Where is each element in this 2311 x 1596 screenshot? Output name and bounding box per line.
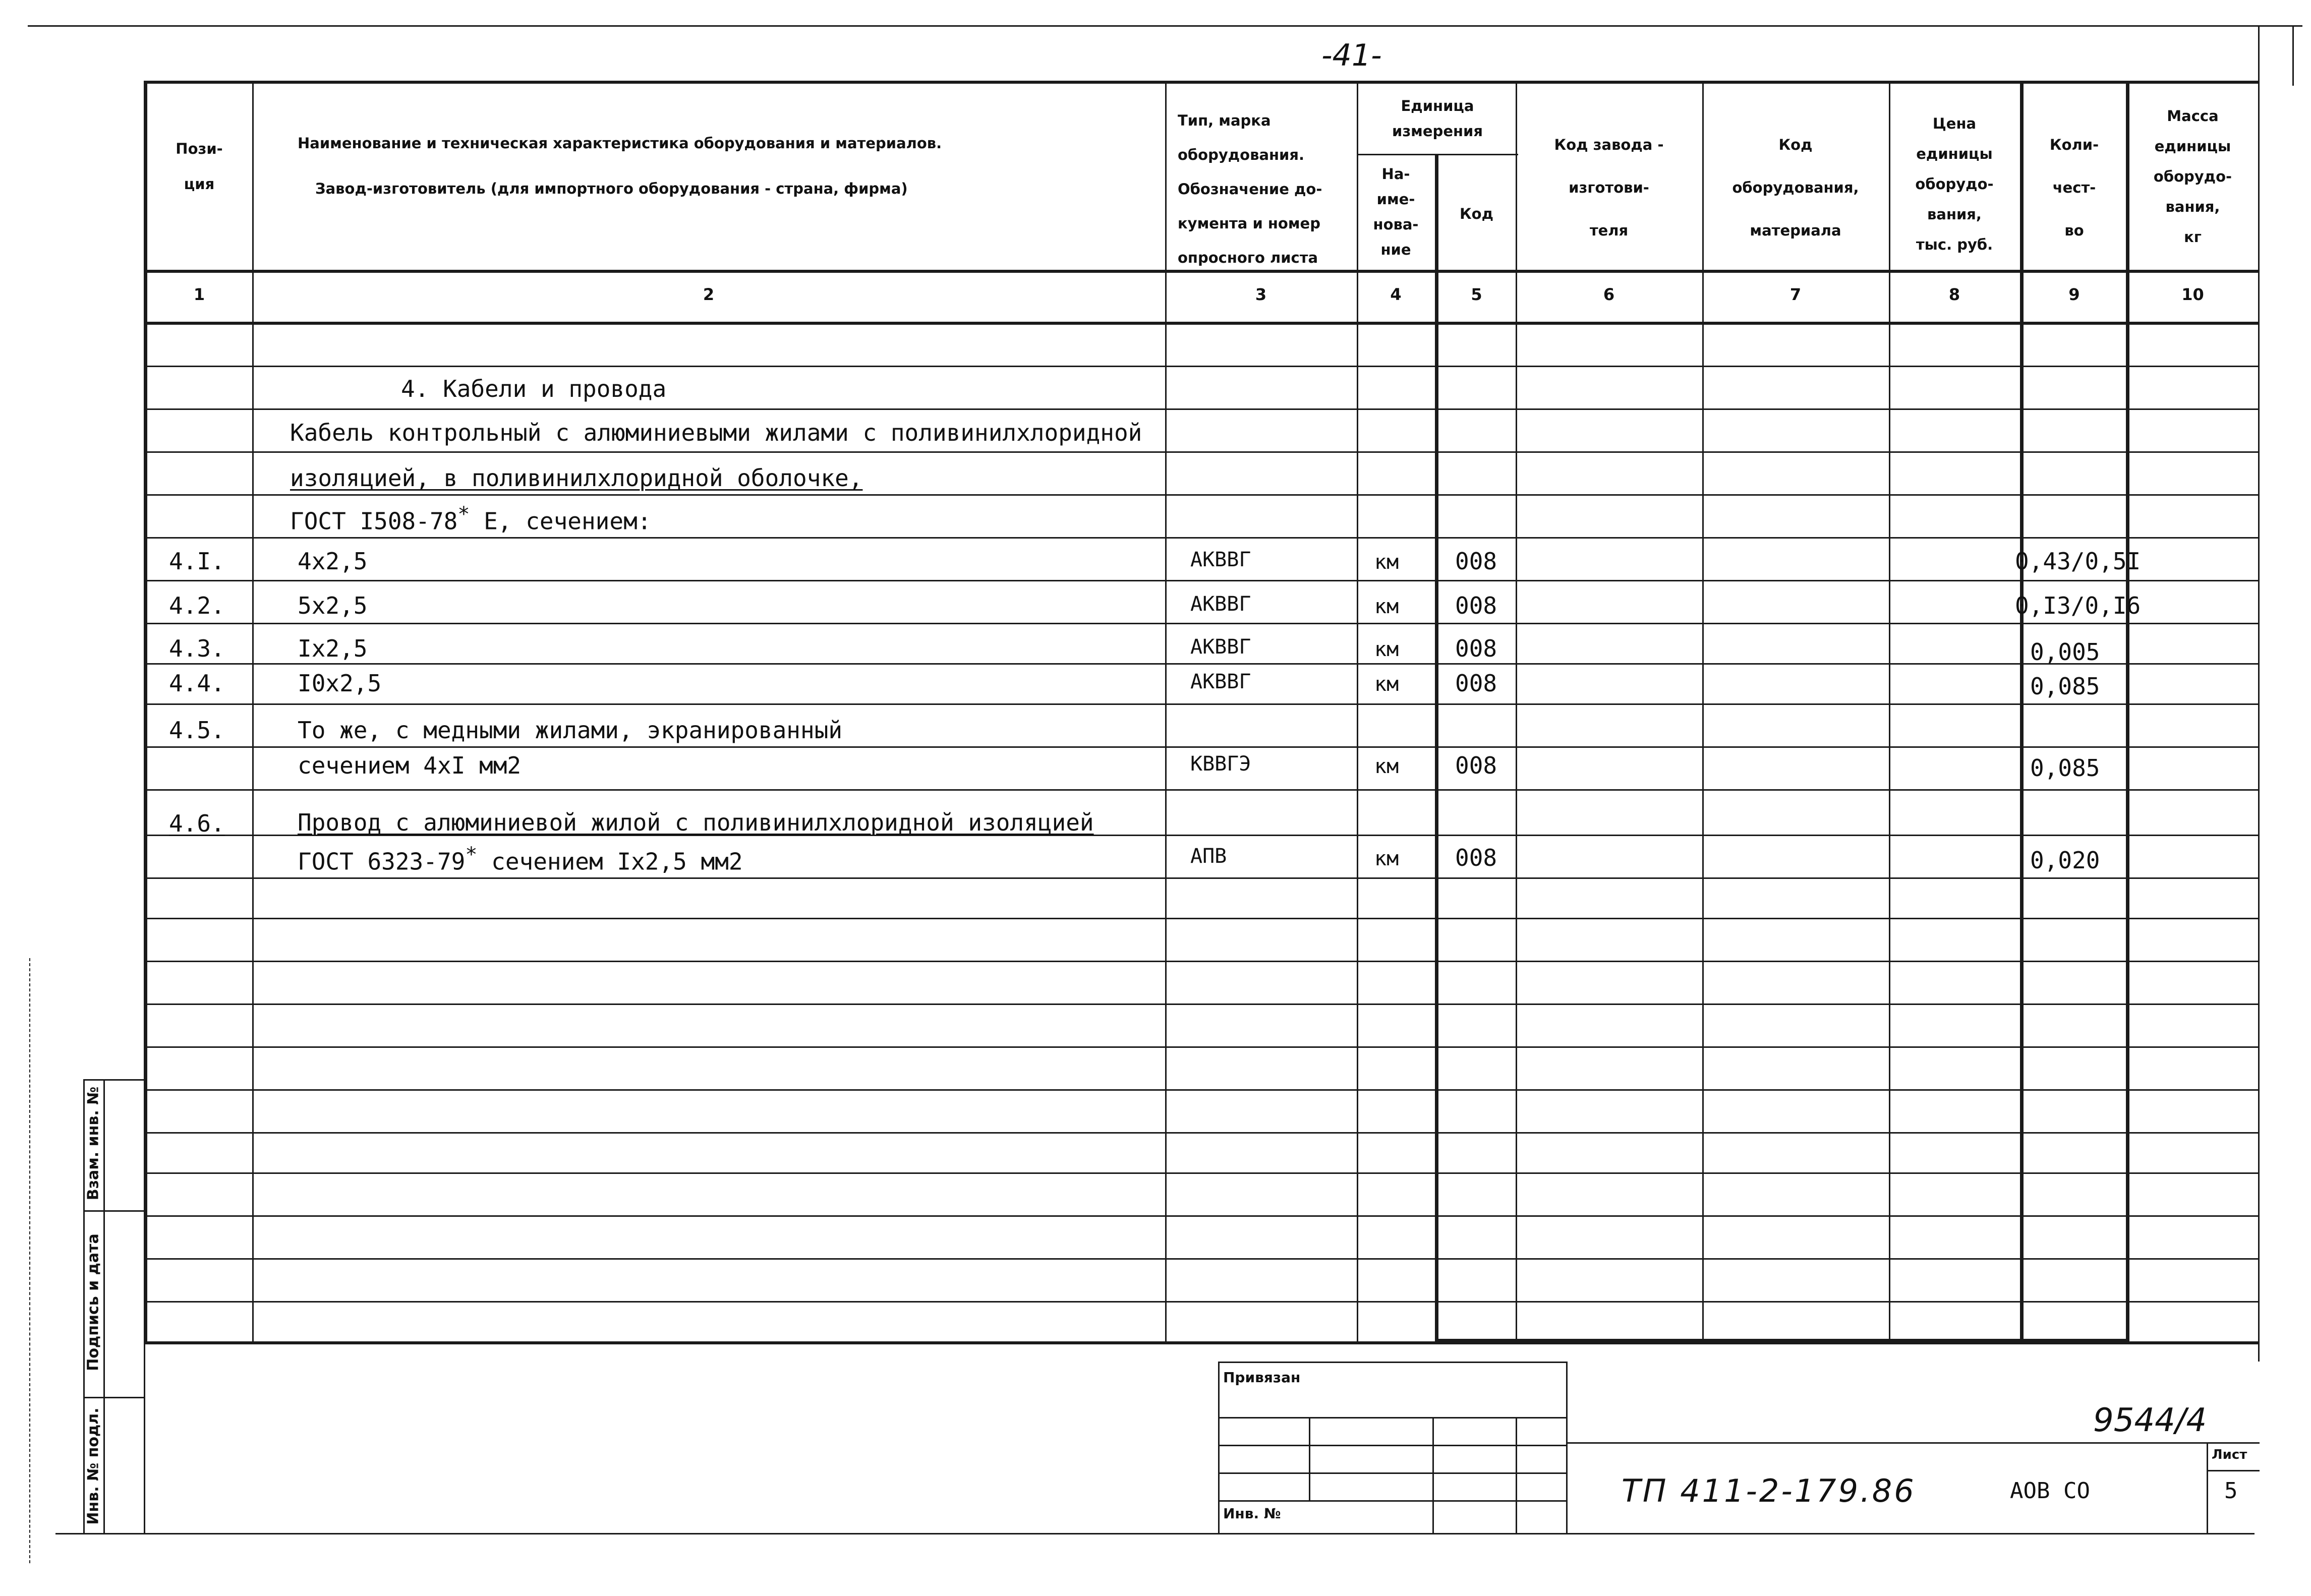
table-row-line — [144, 1172, 2260, 1174]
col-divider-7 — [1889, 81, 1890, 1341]
inv-podl-label: Инв. № подл. — [84, 1407, 102, 1525]
table-row-type: АКВВГ — [1190, 548, 1251, 571]
table-row-unit: км — [1374, 755, 1399, 778]
table-row-code: 008 — [1455, 844, 1497, 871]
document-section: АОВ СО — [2010, 1478, 2090, 1504]
header-unit-group: Единица измерения — [1392, 97, 1483, 140]
table-row-code: 008 — [1455, 670, 1497, 697]
table-row-name: Провод с алюминиевой жилой с поливинилхлоридной изоляцией — [298, 809, 1094, 836]
margin-mark — [29, 958, 30, 1563]
margin-strip-inner — [103, 1079, 105, 1533]
stamp-left — [1218, 1362, 1220, 1533]
table-row-code: 008 — [1455, 752, 1497, 779]
col-divider-5 — [1516, 81, 1517, 1341]
table-row-unit: км — [1374, 551, 1399, 574]
stamp-right — [1566, 1362, 1568, 1533]
table-row-line — [144, 703, 2260, 705]
privyazan-label: Привязан — [1223, 1369, 1301, 1386]
table-row-line — [144, 451, 2260, 453]
table-row-code: 008 — [1455, 548, 1497, 575]
table-row-line — [144, 961, 2260, 962]
table-row-line — [144, 877, 2260, 879]
column-number: 8 — [1948, 285, 1960, 304]
sheet-box-mid — [2207, 1470, 2260, 1471]
table-row-type: АПВ — [1190, 845, 1227, 868]
col-divider-4 — [1435, 154, 1438, 1341]
table-row-line — [144, 1258, 2260, 1260]
page-number: -41- — [1321, 38, 1382, 73]
table-row-line — [144, 1301, 2260, 1303]
header-price: Цена единицы оборудо- вания, тыс. руб. — [1915, 115, 1994, 253]
header-unit-code: Код — [1459, 205, 1494, 222]
header-type: Тип, марка оборудования. Обозначение до- кумента и номер опросного листа — [1178, 112, 1322, 266]
margin-strip-div1 — [83, 1210, 144, 1212]
table-row-qty: 0,005 — [2030, 638, 2100, 666]
table-row-line — [144, 918, 2260, 919]
column-number: 7 — [1789, 285, 1802, 304]
table-row-type: АКВВГ — [1190, 593, 1251, 616]
table-row-name: То же, с медными жилами, экранированный — [298, 717, 843, 744]
table-row-name: 5x2,5 — [298, 592, 368, 619]
table-bottom-line — [144, 1341, 2260, 1344]
col-divider-2 — [1165, 81, 1167, 1341]
header-equipment-code: Код оборудования, материала — [1732, 136, 1859, 239]
table-row-unit: км — [1374, 673, 1399, 696]
table-row-qty: 0,I3/0,I6 — [2015, 592, 2141, 619]
table-row-line — [144, 789, 2260, 791]
gost-asterisk: * — [465, 843, 478, 866]
header-unit-name: На- име- нова- ние — [1373, 165, 1419, 258]
stamp-row-3 — [1218, 1472, 1566, 1474]
header-name-line2: Завод-изготовитель (для импортного оборудования - страна, фирма) — [315, 180, 908, 197]
table-top-line — [144, 81, 2260, 84]
table-row-line — [144, 494, 2260, 496]
column-number: 2 — [703, 285, 715, 304]
stamp-row-1 — [1218, 1417, 1566, 1418]
gost-suffix: сечением Ix2,5 мм2 — [477, 848, 743, 875]
table-row-line — [144, 1003, 2260, 1005]
table-row-line — [144, 746, 2260, 748]
table-row-type: АКВВГ — [1190, 635, 1251, 659]
table-row-line — [144, 366, 2260, 367]
table-row-name: 4x2,5 — [298, 548, 368, 575]
frame-bottom — [55, 1533, 2255, 1534]
table-row-pos: 4.3. — [169, 635, 225, 662]
table-row-line — [144, 408, 2260, 410]
vzam-inv-label: Взам. инв. № — [84, 1086, 102, 1201]
table-row-qty: 0,43/0,5I — [2015, 548, 2141, 575]
table-row-code: 008 — [1455, 635, 1497, 662]
col-divider-3 — [1357, 81, 1358, 1341]
bold-box-top — [1435, 322, 2128, 325]
table-row-type: АКВВГ — [1190, 670, 1251, 693]
table-row-unit: км — [1374, 595, 1399, 618]
gost-suffix: Е, сечением: — [470, 507, 652, 535]
header-quantity: Коли- чест- во — [2049, 136, 2099, 239]
col-divider-9 — [2126, 81, 2129, 1341]
table-row-name-cont: сечением 4xI мм2 — [298, 752, 522, 779]
table-row-unit: км — [1374, 638, 1399, 661]
table-row-pos: 4.I. — [169, 548, 225, 575]
sheet-number: 5 — [2224, 1478, 2238, 1504]
stamp-row-4 — [1218, 1500, 1566, 1502]
table-row-line — [144, 1215, 2260, 1217]
archive-number: 9544/4 — [2093, 1402, 2207, 1439]
table-row-pos: 4.6. — [169, 810, 225, 837]
column-number: 10 — [2181, 285, 2204, 304]
table-row-line — [144, 623, 2260, 624]
stamp-div-3 — [1516, 1417, 1517, 1533]
table-row-name-cont — [298, 845, 743, 873]
margin-strip-right — [144, 1079, 145, 1533]
document-code: ТП 411-2-179.86 — [1622, 1472, 1916, 1509]
cable-description-line1: Кабель контрольный с алюминиевыми жилами с поливинилхлоридной — [290, 419, 1142, 446]
table-row-line — [144, 580, 2260, 581]
stamp-div-2 — [1432, 1417, 1434, 1533]
frame-right-page — [2292, 25, 2294, 86]
title-block-line — [1566, 1442, 2260, 1444]
table-row-line — [144, 1089, 2260, 1091]
sheet-label: Лист — [2212, 1447, 2247, 1462]
table-row-qty: 0,020 — [2030, 847, 2100, 874]
column-number: 9 — [2068, 285, 2080, 304]
sheet-box-left — [2207, 1442, 2208, 1533]
table-row-qty: 0,085 — [2030, 754, 2100, 782]
header-mass: Масса единицы оборудо- вания, кг — [2153, 107, 2232, 246]
column-number: 1 — [193, 285, 205, 304]
table-row-qty: 0,085 — [2030, 673, 2100, 700]
table-row-line — [144, 1132, 2260, 1134]
gost-number: ГОСТ 6323-79 — [298, 848, 466, 875]
podpis-data-label: Подпись и дата — [84, 1233, 102, 1371]
col-divider-1 — [252, 81, 254, 1341]
table-row-pos: 4.4. — [169, 670, 225, 697]
stamp-div-1 — [1309, 1417, 1310, 1500]
inv-no-label: Инв. № — [1223, 1505, 1281, 1522]
col-divider-8 — [2020, 81, 2024, 1341]
column-number: 5 — [1471, 285, 1482, 304]
stamp-top — [1218, 1362, 1566, 1363]
frame-right — [2258, 25, 2260, 1362]
table-row-pos: 4.5. — [169, 717, 225, 744]
gost-asterisk: * — [457, 503, 470, 526]
cable-description-line3 — [290, 504, 651, 533]
table-row-type: КВВГЭ — [1190, 752, 1251, 776]
cable-description-line2: изоляцией, в поливинилхлоридной оболочке, — [290, 464, 863, 492]
table-row-code: 008 — [1455, 592, 1497, 619]
column-number: 3 — [1255, 285, 1267, 304]
table-row-unit: км — [1374, 847, 1399, 870]
table-row-pos: 4.2. — [169, 592, 225, 619]
frame-top — [28, 25, 2302, 27]
gost-number: ГОСТ I508-78 — [290, 507, 458, 535]
header-name-line1: Наименование и техническая характеристика оборудования и материалов. — [298, 135, 942, 152]
header-factory-code: Код завода - изготови- теля — [1554, 136, 1664, 239]
column-number: 6 — [1603, 285, 1615, 304]
table-row-name: Ix2,5 — [298, 635, 368, 662]
table-row-line — [144, 1046, 2260, 1048]
column-number: 4 — [1390, 285, 1402, 304]
table-row-line — [144, 537, 2260, 539]
header-position: Пози- ция — [176, 140, 223, 193]
col-divider-6 — [1702, 81, 1704, 1341]
table-row-name: I0x2,5 — [298, 670, 382, 697]
stamp-row-2 — [1218, 1445, 1566, 1446]
table-row-line — [144, 663, 2260, 665]
section-title: 4. Кабели и провода — [401, 375, 667, 402]
